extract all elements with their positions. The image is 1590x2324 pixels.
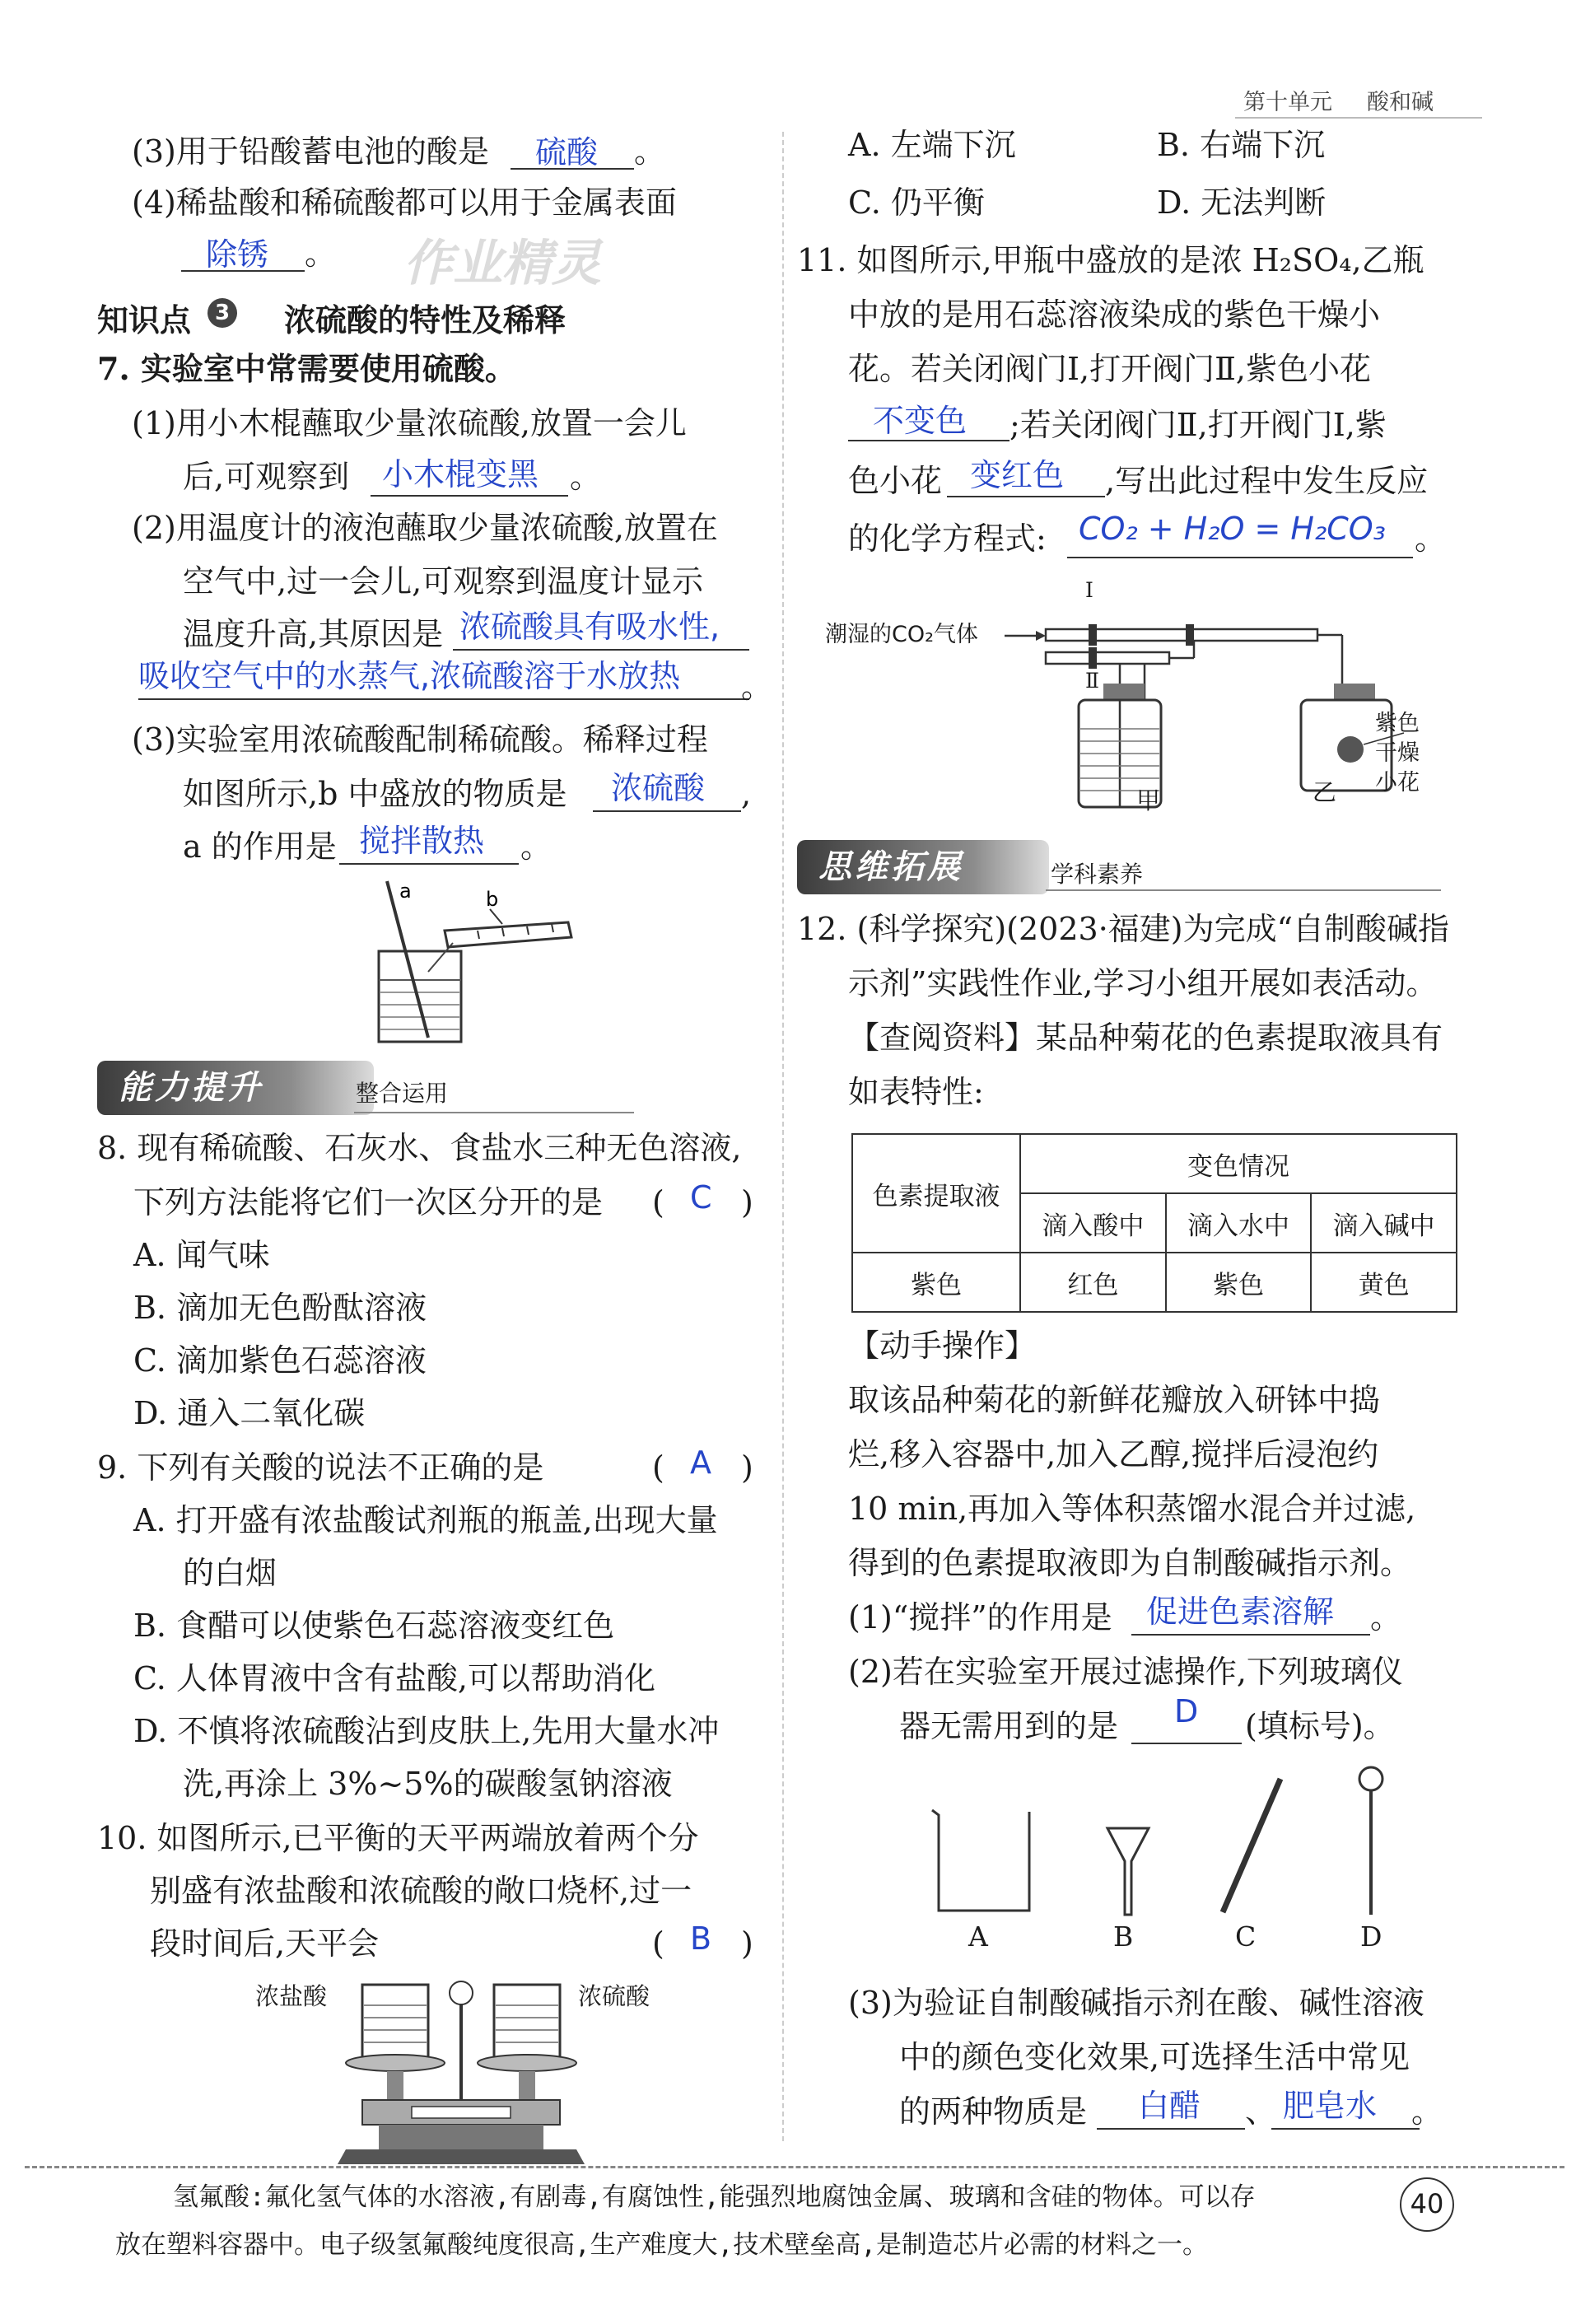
- dilution-figure: [362, 873, 593, 1046]
- q7-p2-line1: (2)用温度计的液泡蘸取少量浓硫酸,放置在: [132, 510, 718, 546]
- q9-answer: A: [690, 1444, 711, 1481]
- glass-rod-a: [387, 881, 428, 1038]
- q7-p2-line3: 温度升高,其原因是: [183, 616, 444, 652]
- q10-line2: 别盛有浓盐酸和浓硫酸的敞口烧杯,过一: [150, 1873, 692, 1909]
- q10-option-d: D. 无法判断: [1157, 184, 1327, 221]
- balance-figure: [329, 1968, 593, 2166]
- q7-p2-line2: 空气中,过一会儿,可观察到温度计显示: [183, 563, 704, 600]
- valve-label-1: Ⅰ: [1085, 578, 1093, 602]
- table-cell: 红色: [1020, 1253, 1166, 1312]
- q8-paren-close: ): [741, 1184, 753, 1220]
- q11-line6: 的化学方程式:: [848, 520, 1047, 557]
- table-col-acid: 滴入酸中: [1020, 1193, 1166, 1253]
- q6-part4-blank: [181, 236, 305, 273]
- q7-p1-blank: [371, 456, 568, 497]
- q12-line4: 如表特性:: [848, 1074, 984, 1110]
- q11-answer2: 变红色: [970, 457, 1065, 493]
- q12-p3-answer2: 肥皂水: [1283, 2088, 1378, 2124]
- q6-part4: (4)稀盐酸和稀硫酸都可以用于金属表面: [132, 184, 677, 221]
- q8-line1: 8. 现有稀硫酸、石灰水、食盐水三种无色溶液,: [97, 1130, 742, 1166]
- q8-line2: 下列方法能将它们一次区分开的是: [133, 1184, 604, 1220]
- q11-blank2: [947, 457, 1105, 497]
- q9-option-a-line1: A. 打开盛有浓盐酸试剂瓶的瓶盖,出现大量: [133, 1502, 718, 1538]
- q9-line1: 9. 下列有关酸的说法不正确的是: [97, 1449, 544, 1486]
- thinking-banner: [797, 840, 1049, 894]
- table-col-water: 滴入水中: [1166, 1193, 1312, 1253]
- q7-p3-line1: (3)实验室用浓硫酸配制稀硫酸。稀释过程: [132, 721, 708, 758]
- thinking-banner-sub: 学科素养: [1051, 861, 1144, 888]
- q9-paren-open: (: [652, 1449, 664, 1486]
- q10-option-b: B. 右端下沉: [1157, 127, 1326, 163]
- valve-label-2: Ⅱ: [1085, 669, 1099, 693]
- q7-p3-answer1: 浓硫酸: [611, 770, 706, 806]
- q12-operation-line1: 取该品种菊花的新鲜花瓣放入研钵中捣: [848, 1382, 1381, 1418]
- q12-p2-line2: 器无需用到的是: [899, 1708, 1119, 1744]
- q11-blank3: [1067, 511, 1413, 558]
- q11-answer1: 不变色: [873, 403, 968, 439]
- q12-operation-heading: 【动手操作】: [848, 1328, 1037, 1364]
- balance-base: [338, 2149, 585, 2164]
- header-rule: [1235, 117, 1482, 119]
- upper-tube: [1046, 629, 1317, 641]
- q7-p2-answer1: 浓硫酸具有吸水性,: [459, 609, 720, 645]
- instrument-label-c: C: [1235, 1920, 1257, 1953]
- q12-p3-line1: (3)为验证自制酸碱指示剂在酸、碱性溶液: [848, 1985, 1424, 2021]
- q12-p1-blank: [1131, 1594, 1370, 1636]
- q7-p3-comma: ,: [741, 776, 752, 812]
- q12-operation-line4: 得到的色素提取液即为自制酸碱指示剂。: [848, 1545, 1412, 1581]
- indicator-table: [851, 1133, 1457, 1313]
- q6-part3-blank: [511, 134, 634, 170]
- q12-operation-line2: 烂,移入容器中,加入乙醇,搅拌后浸泡约: [848, 1436, 1379, 1472]
- q11-line4: ;若关闭阀门Ⅱ,打开阀门Ⅰ,紫: [1009, 407, 1387, 443]
- q7-p1-end: 。: [570, 459, 602, 495]
- fig-label-a: a: [399, 880, 412, 903]
- q11-line1: 11. 如图所示,甲瓶中盛放的是浓 H₂SO₄,乙瓶: [797, 242, 1424, 278]
- q7-p3-blank1: [593, 770, 741, 812]
- q8-answer: C: [690, 1179, 712, 1216]
- q12-p2-end: (填标号)。: [1245, 1708, 1395, 1744]
- q11-line2: 中放的是用石蕊溶液染成的紫色干燥小: [848, 296, 1381, 333]
- q12-p3-line2: 中的颜色变化效果,可选择生活中常见: [899, 2039, 1410, 2075]
- q6-part4-end: 。: [305, 236, 337, 272]
- q7-p3-line3: a 的作用是: [183, 828, 337, 865]
- q9-option-b: B. 食醋可以使紫色石蕊溶液变红色: [133, 1608, 615, 1644]
- thinking-banner-rule: [1046, 889, 1441, 891]
- q11-answer3: CO₂ + H₂O = H₂CO₃: [1079, 511, 1386, 547]
- header-unit: 第十单元: [1243, 90, 1332, 115]
- q12-p1-answer: 促进色素溶解: [1146, 1594, 1335, 1630]
- table-cell: 紫色: [1166, 1253, 1312, 1312]
- q10-line1: 10. 如图所示,已平衡的天平两端放着两个分: [97, 1820, 699, 1856]
- q7-p3-answer2: 搅拌散热: [359, 823, 485, 859]
- q11-line6-end: 。: [1415, 520, 1447, 557]
- purple-flower: [1337, 736, 1364, 763]
- q12-p3-answer1: 白醋: [1138, 2088, 1201, 2124]
- footer-note: [25, 2166, 1564, 2280]
- left-beaker: [362, 1985, 428, 2059]
- round-d-bulb: [1359, 1767, 1383, 1790]
- q9-option-d-line1: D. 不慎将浓硫酸沾到皮肤上,先用大量水冲: [133, 1713, 720, 1749]
- balance-label-right: 浓硫酸: [578, 1982, 650, 2010]
- q7-p3-blank2: [339, 823, 519, 865]
- bottle-jia-label: 甲: [1136, 786, 1161, 814]
- q12-line1: 12. (科学探究)(2023·福建)为完成“自制酸碱指: [797, 911, 1450, 947]
- q12-p3-sep: 、: [1245, 2093, 1277, 2130]
- q6-part3: (3)用于铅酸蓄电池的酸是: [132, 133, 489, 170]
- instrument-label-b: B: [1113, 1920, 1134, 1953]
- watermark: 作业精灵: [403, 235, 601, 292]
- table-cell: 黄色: [1311, 1253, 1457, 1312]
- instrument-label-d: D: [1360, 1920, 1383, 1953]
- flower-label-2: 干燥: [1375, 740, 1420, 766]
- q8-option-c: C. 滴加紫色石蕊溶液: [133, 1342, 427, 1379]
- q9-option-d-line2: 洗,再涂上 3%~5%的碳酸氢钠溶液: [183, 1766, 673, 1802]
- column-divider: [782, 132, 784, 2141]
- q11-line5a: 色小花: [848, 463, 943, 499]
- knowledge-number-badge: 3: [207, 298, 237, 328]
- q7-p3-line2: 如图所示,b 中盛放的物质是: [183, 776, 567, 812]
- ability-banner: [97, 1061, 374, 1115]
- fig-label-b: b: [486, 888, 499, 911]
- rod-c: [1223, 1779, 1280, 1912]
- q12-p2-line1: (2)若在实验室开展过滤操作,下列玻璃仪: [848, 1654, 1403, 1690]
- ability-banner-sub: 整合运用: [356, 1080, 449, 1107]
- thinking-banner-title: 思维拓展: [818, 848, 963, 886]
- q9-option-c: C. 人体胃液中含有盐酸,可以帮助消化: [133, 1660, 655, 1696]
- balance-label-left: 浓盐酸: [255, 1982, 328, 2010]
- knowledge-label: 知识点: [97, 302, 192, 338]
- q12-operation-line3: 10 min,再加入等体积蒸馏水混合并过滤,: [848, 1491, 1416, 1527]
- knowledge-title: 浓硫酸的特性及稀释: [284, 302, 567, 338]
- q8-option-b: B. 滴加无色酚酞溶液: [133, 1290, 427, 1326]
- q8-paren-open: (: [652, 1184, 664, 1220]
- q12-p3-blank1: [1097, 2088, 1245, 2130]
- q10-option-c: C. 仍平衡: [848, 184, 985, 221]
- q7-p3-end: 。: [520, 828, 553, 865]
- instruments-figure: [914, 1762, 1424, 1944]
- ability-banner-title: 能力提升: [119, 1069, 263, 1107]
- q12-p1: (1)“搅拌”的作用是: [848, 1599, 1112, 1636]
- header-topic: 酸和碱: [1367, 90, 1434, 115]
- q12-line3: 【查阅资料】某品种菊花的色素提取液具有: [848, 1020, 1443, 1056]
- q8-option-a: A. 闻气味: [133, 1237, 270, 1273]
- table-col-base: 滴入碱中: [1311, 1193, 1457, 1253]
- right-beaker: [494, 1985, 560, 2059]
- beaker: [379, 951, 461, 1042]
- flower-label-1: 紫色: [1375, 711, 1420, 736]
- flower-label-3: 小花: [1375, 770, 1420, 796]
- ability-banner-rule: [354, 1112, 634, 1113]
- q7-stem: 7. 实验室中常需要使用硫酸。: [97, 350, 516, 387]
- q10-option-a: A. 左端下沉: [848, 127, 1016, 163]
- q12-p3-line3: 的两种物质是: [899, 2093, 1088, 2130]
- q12-p2-answer: D: [1174, 1693, 1199, 1729]
- q7-p2-blank1: [453, 609, 749, 651]
- q12-p1-end: 。: [1370, 1599, 1402, 1636]
- q7-p2-blank2: [138, 658, 749, 700]
- q12-p2-blank: [1131, 1693, 1242, 1744]
- q7-p1-line2: 后,可观察到: [183, 459, 350, 495]
- q10-line3: 段时间后,天平会: [150, 1925, 380, 1962]
- q12-p3-end: 。: [1411, 2093, 1443, 2130]
- q11-line3: 花。若关闭阀门Ⅰ,打开阀门Ⅱ,紫色小花: [848, 351, 1371, 387]
- q10-paren-close: ): [741, 1925, 753, 1962]
- instrument-label-a: A: [968, 1920, 988, 1953]
- q10-answer: B: [690, 1920, 712, 1957]
- beaker-a: [932, 1810, 1029, 1911]
- q11-blank1: [848, 403, 1009, 441]
- q9-paren-close: ): [741, 1449, 753, 1486]
- table-header-top: 变色情况: [1020, 1134, 1457, 1193]
- q6-part3-answer: 硫酸: [535, 134, 599, 170]
- q7-p2-answer2: 吸收空气中的水蒸气,浓硫酸溶于水放热: [138, 658, 681, 694]
- q11-line5b: ,写出此过程中发生反应: [1105, 463, 1429, 499]
- page-number: 40: [1400, 2177, 1454, 2232]
- apparatus-figure: [988, 576, 1416, 815]
- q7-p2-end: 。: [741, 669, 773, 705]
- q12-p3-blank2: [1271, 2088, 1420, 2130]
- footer-line2: 放在塑料容器中。电子级氢氟酸纯度很高,生产难度大,技术壁垒高,是制造芯片必需的材料之一。: [115, 2230, 1208, 2260]
- q7-p1-answer: 小木棍变黑: [382, 456, 539, 492]
- lower-tube: [1046, 652, 1169, 664]
- q9-option-a-line2: 的白烟: [183, 1555, 277, 1591]
- table-header-left: 色素提取液: [852, 1134, 1020, 1253]
- q6-part4-answer: 除锈: [206, 236, 269, 273]
- bottle-yi-label: 乙: [1313, 778, 1337, 806]
- q8-option-d: D. 通入二氧化碳: [133, 1395, 366, 1431]
- apparatus-gas-label: 潮湿的CO₂气体: [825, 622, 978, 647]
- q12-line2: 示剂”实践性作业,学习小组开展如表活动。: [848, 965, 1438, 1001]
- footer-line1: 氢氟酸:氟化氢气体的水溶液,有剧毒,有腐蚀性,能强烈地腐蚀金属、玻璃和含硅的物体。可以存: [173, 2182, 1256, 2212]
- q7-p1-line1: (1)用小木棍蘸取少量浓硫酸,放置一会儿: [132, 405, 687, 441]
- table-cell: 紫色: [852, 1253, 1020, 1312]
- q6-part3-end: 。: [634, 133, 666, 170]
- funnel-b: [1107, 1828, 1149, 1915]
- q10-paren-open: (: [652, 1925, 664, 1962]
